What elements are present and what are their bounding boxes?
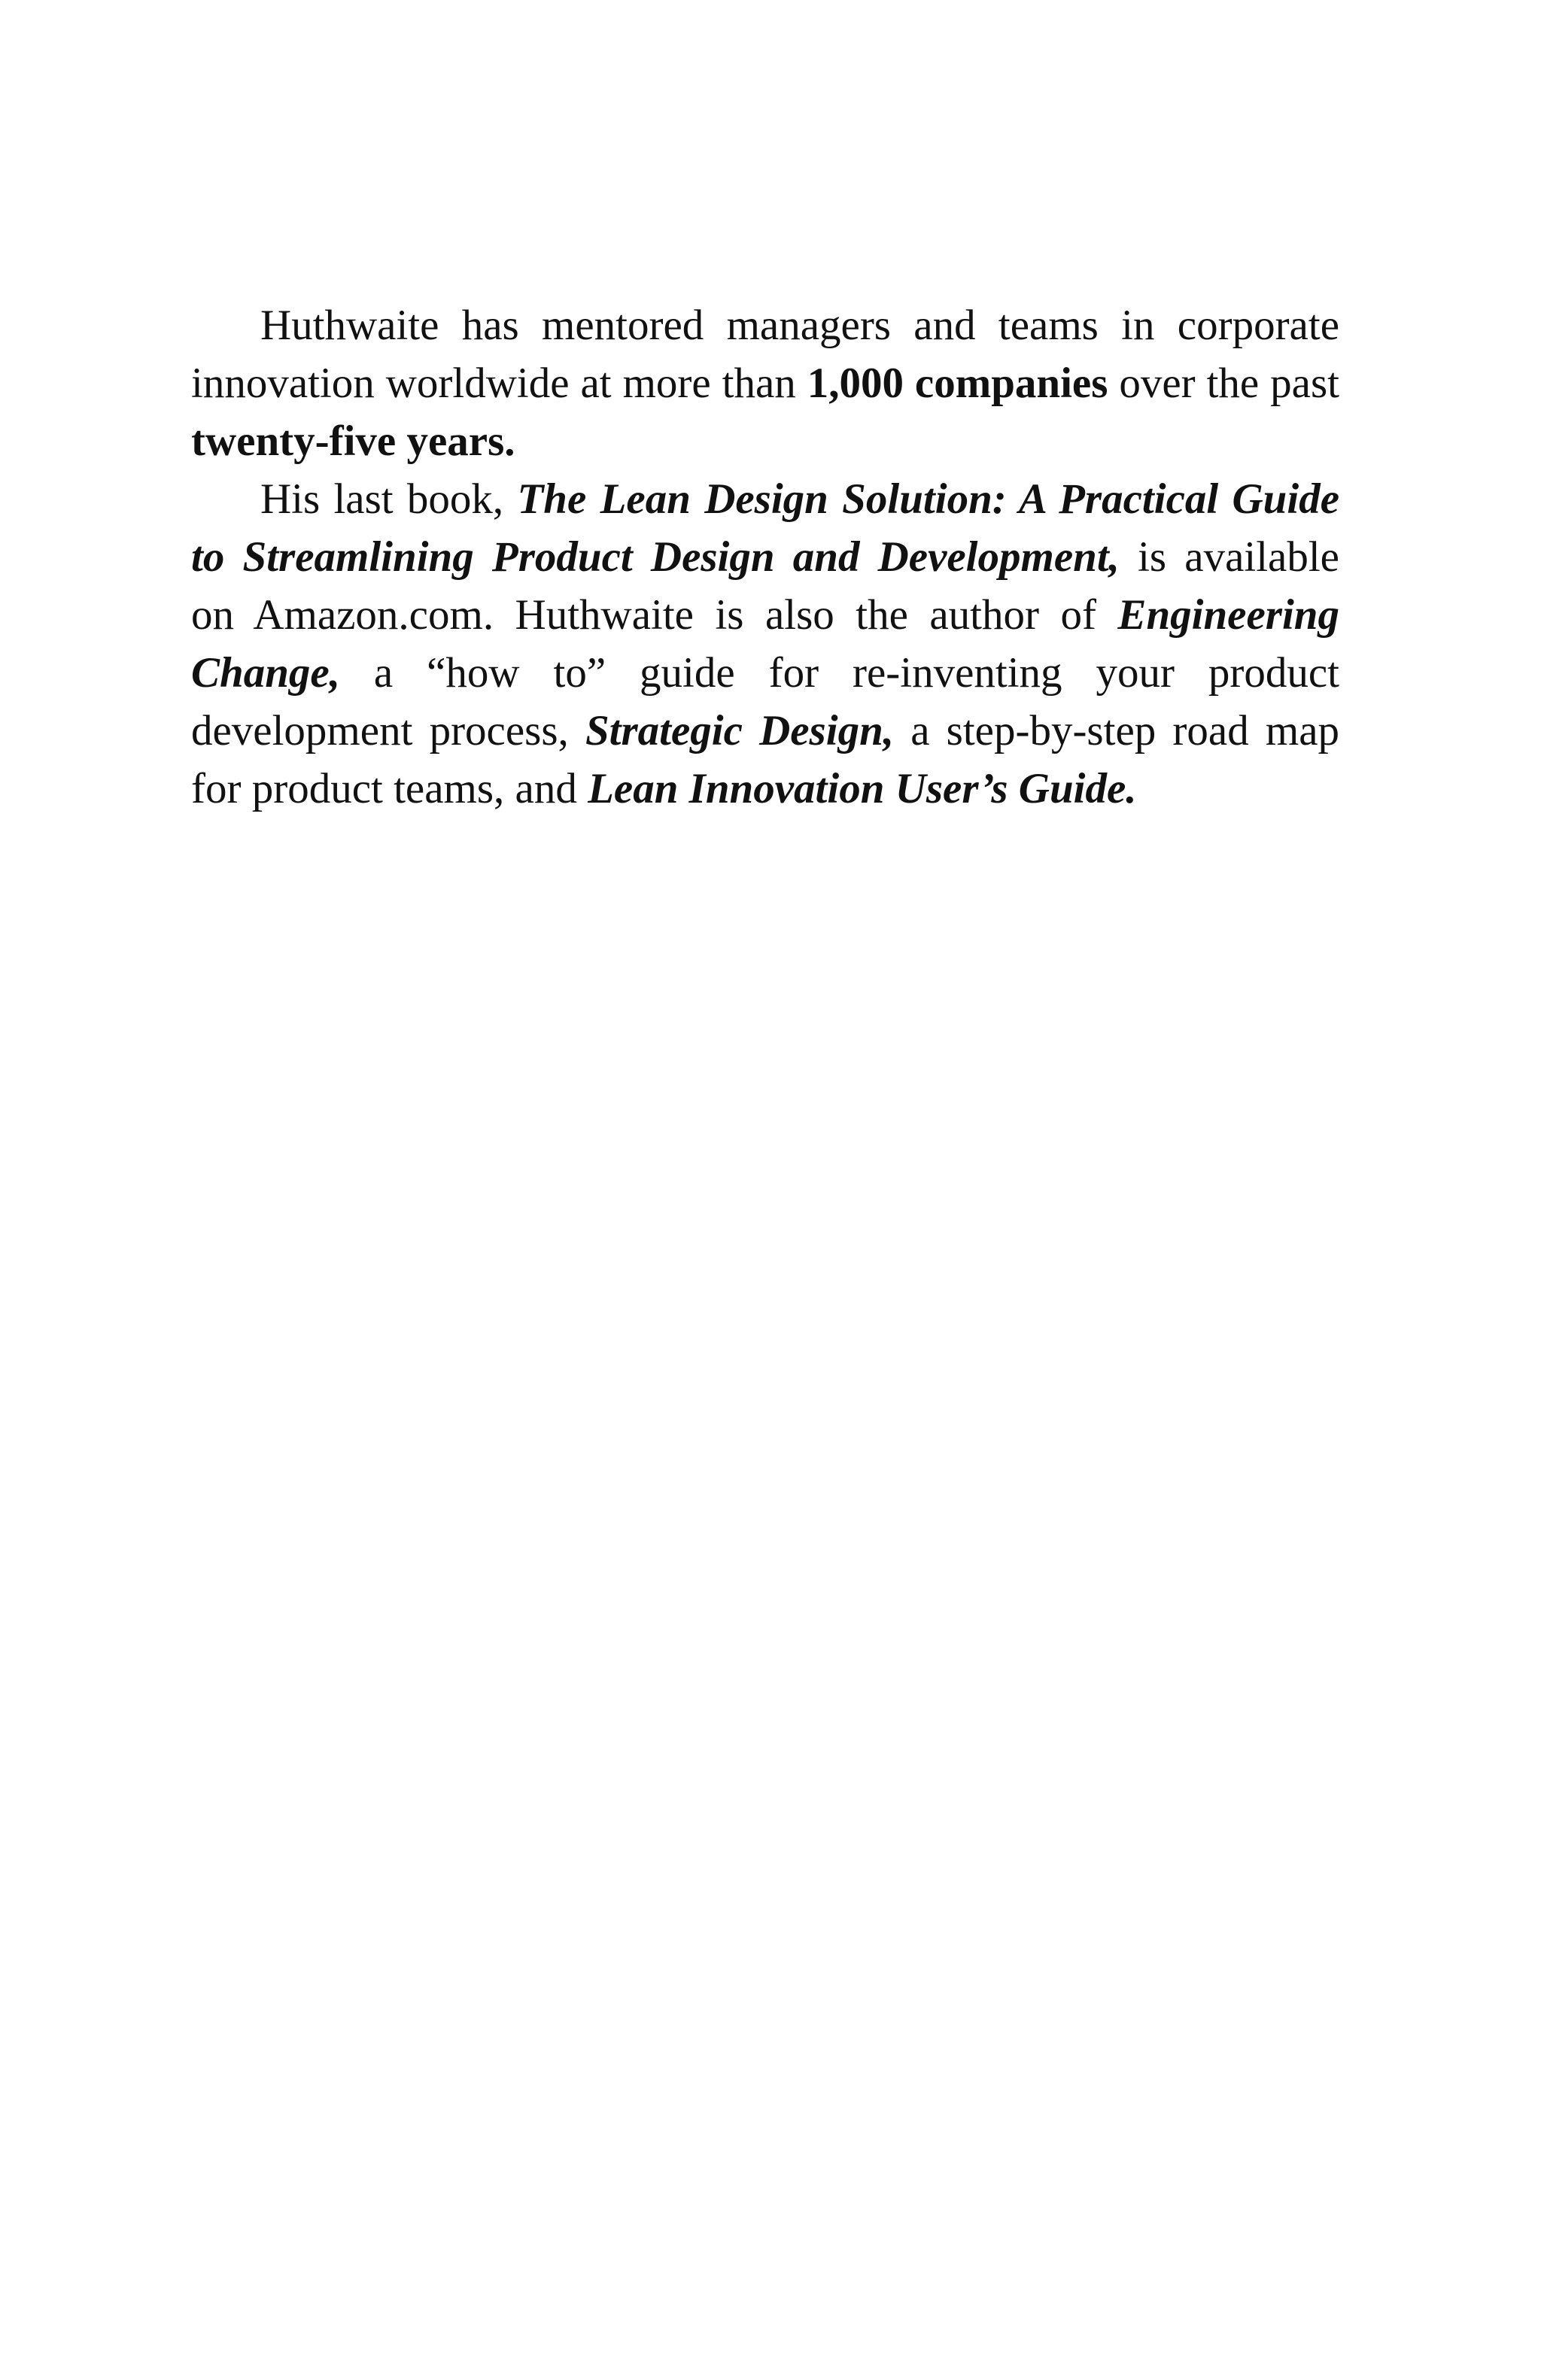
book-title-lean-innovation-users-guide: Lean Innovation User’s Guide. [588, 765, 1137, 812]
text-run: a “how to” guide for re-inventing your product development process, [191, 649, 1339, 754]
book-title-engineering-change: Engineering Change, [191, 591, 1339, 697]
paragraph-mentoring [191, 296, 1339, 470]
book-title-strategic-design: Strategic Design, [585, 707, 895, 754]
text-run: His last book, [260, 475, 518, 523]
emphasis-companies: 1,000 companies [807, 360, 1108, 407]
paragraph-books [191, 470, 1339, 818]
body-text [191, 296, 1339, 818]
text-run: is available on Amazon.com. Huthwaite is also the author of [191, 533, 1339, 639]
text-run: a step-by-step road map for product teams, and [191, 707, 1339, 812]
emphasis-years: twenty-five years. [191, 417, 515, 465]
text-run: over the past [1108, 360, 1340, 407]
text-run: Huthwaite has mentored managers and teams in corporate innovation worldwide at more than [191, 302, 1339, 407]
book-title-lean-design-solution: The Lean Design Solution: A Practical Guide to Streamlining Product Design and Development, [191, 475, 1339, 581]
